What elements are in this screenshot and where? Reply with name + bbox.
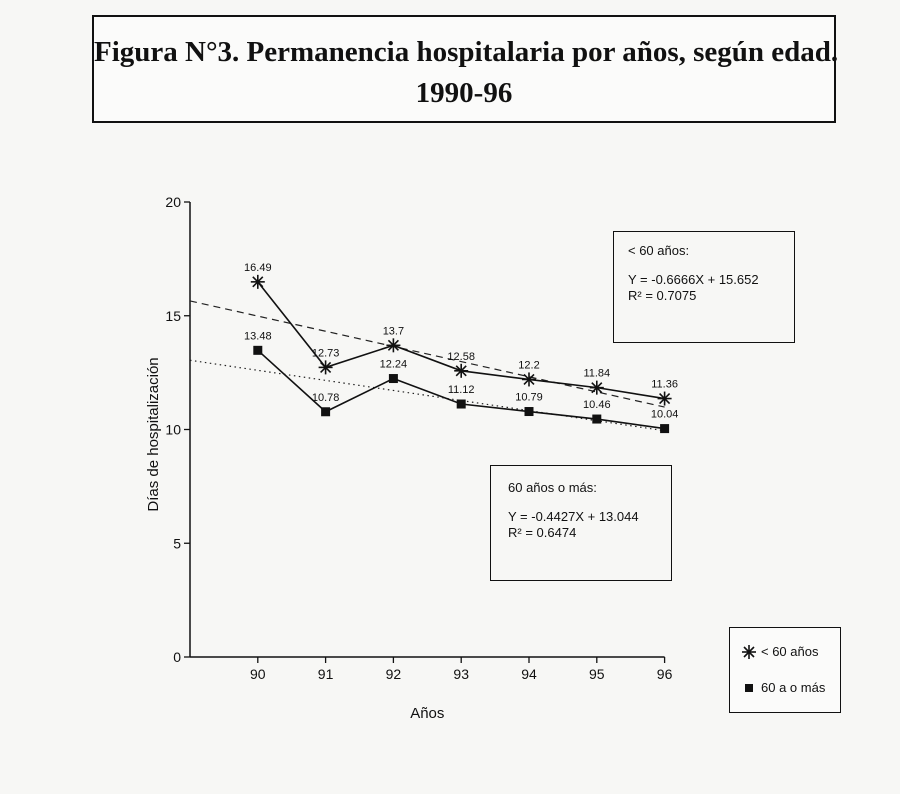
data-point-asterisk-94 bbox=[522, 372, 536, 386]
data-label-series-0-94: 12.2 bbox=[518, 359, 540, 372]
chart-title-line1: Figura N°3. Permanencia hospitalaria por años, según edad. bbox=[94, 36, 839, 68]
chart-legend bbox=[729, 627, 841, 713]
data-point-asterisk-96 bbox=[658, 392, 672, 406]
data-label-series-1-91: 10.78 bbox=[311, 391, 340, 404]
data-point-square-92 bbox=[389, 374, 398, 383]
data-point-square-95 bbox=[592, 415, 601, 424]
regression-heading-under-60: < 60 años: bbox=[628, 243, 690, 258]
data-label-series-1-95: 10.46 bbox=[583, 399, 611, 412]
y-tick-label-5: 5 bbox=[173, 535, 181, 552]
x-tick-label-91: 91 bbox=[317, 666, 334, 682]
x-axis-label: Años bbox=[410, 705, 445, 722]
data-point-asterisk-92 bbox=[386, 338, 400, 352]
series-line-0 bbox=[258, 282, 665, 399]
legend-label-under-60: < 60 años bbox=[761, 644, 819, 659]
regression-box-60-plus bbox=[490, 465, 672, 581]
y-tick-label-10: 10 bbox=[165, 421, 181, 438]
regression-equation-under-60: Y = -0.6666X + 15.652 bbox=[628, 272, 759, 287]
data-point-square-96 bbox=[660, 424, 669, 433]
data-label-series-0-90: 16.49 bbox=[244, 261, 272, 274]
data-point-square-94 bbox=[525, 407, 534, 416]
regression-r2-60-plus: R² = 0.6474 bbox=[508, 525, 577, 540]
data-point-asterisk-95 bbox=[590, 381, 604, 395]
data-label-series-0-93: 12.58 bbox=[447, 350, 475, 363]
data-label-series-0-96: 11.36 bbox=[651, 378, 678, 391]
x-tick-label-90: 90 bbox=[250, 666, 266, 682]
y-axis-label: Días de hospitalización bbox=[145, 357, 162, 512]
chart-title-line2: 1990-96 bbox=[415, 77, 513, 109]
x-tick-label-95: 95 bbox=[589, 666, 605, 682]
data-label-series-0-92: 13.7 bbox=[382, 325, 405, 338]
data-label-series-0-95: 11.84 bbox=[583, 367, 611, 380]
data-point-square-93 bbox=[457, 400, 466, 409]
data-point-square-91 bbox=[321, 407, 330, 416]
data-label-series-1-96: 10.04 bbox=[650, 408, 679, 421]
data-label-series-1-92: 12.24 bbox=[379, 358, 408, 371]
y-tick-label-15: 15 bbox=[165, 307, 181, 324]
data-label-series-0-91: 12.73 bbox=[311, 347, 340, 360]
y-tick-label-0: 0 bbox=[173, 649, 181, 665]
data-point-square-90 bbox=[253, 346, 262, 355]
x-tick-label-93: 93 bbox=[453, 666, 469, 682]
data-point-asterisk-91 bbox=[319, 360, 333, 374]
asterisk-marker-icon bbox=[742, 645, 756, 659]
data-point-asterisk-93 bbox=[454, 364, 468, 378]
y-tick-label-20: 20 bbox=[165, 194, 181, 210]
regression-r2-under-60: R² = 0.7075 bbox=[628, 288, 697, 303]
data-label-series-1-94: 10.79 bbox=[515, 391, 543, 404]
square-marker-icon bbox=[742, 681, 756, 695]
data-point-asterisk-90 bbox=[251, 275, 265, 289]
x-tick-label-94: 94 bbox=[521, 666, 537, 682]
data-label-series-1-93: 11.12 bbox=[447, 384, 475, 397]
regression-box-under-60 bbox=[613, 231, 795, 343]
x-tick-label-96: 96 bbox=[656, 666, 673, 682]
regression-equation-60-plus: Y = -0.4427X + 13.044 bbox=[508, 509, 639, 524]
legend-label-60-plus: 60 a o más bbox=[761, 680, 826, 695]
x-tick-label-92: 92 bbox=[385, 666, 402, 682]
regression-heading-60-plus: 60 años o más: bbox=[508, 480, 597, 495]
data-label-series-1-90: 13.48 bbox=[244, 330, 272, 343]
legend-item-under-60 bbox=[742, 644, 818, 659]
legend-item-60-plus bbox=[742, 680, 825, 695]
